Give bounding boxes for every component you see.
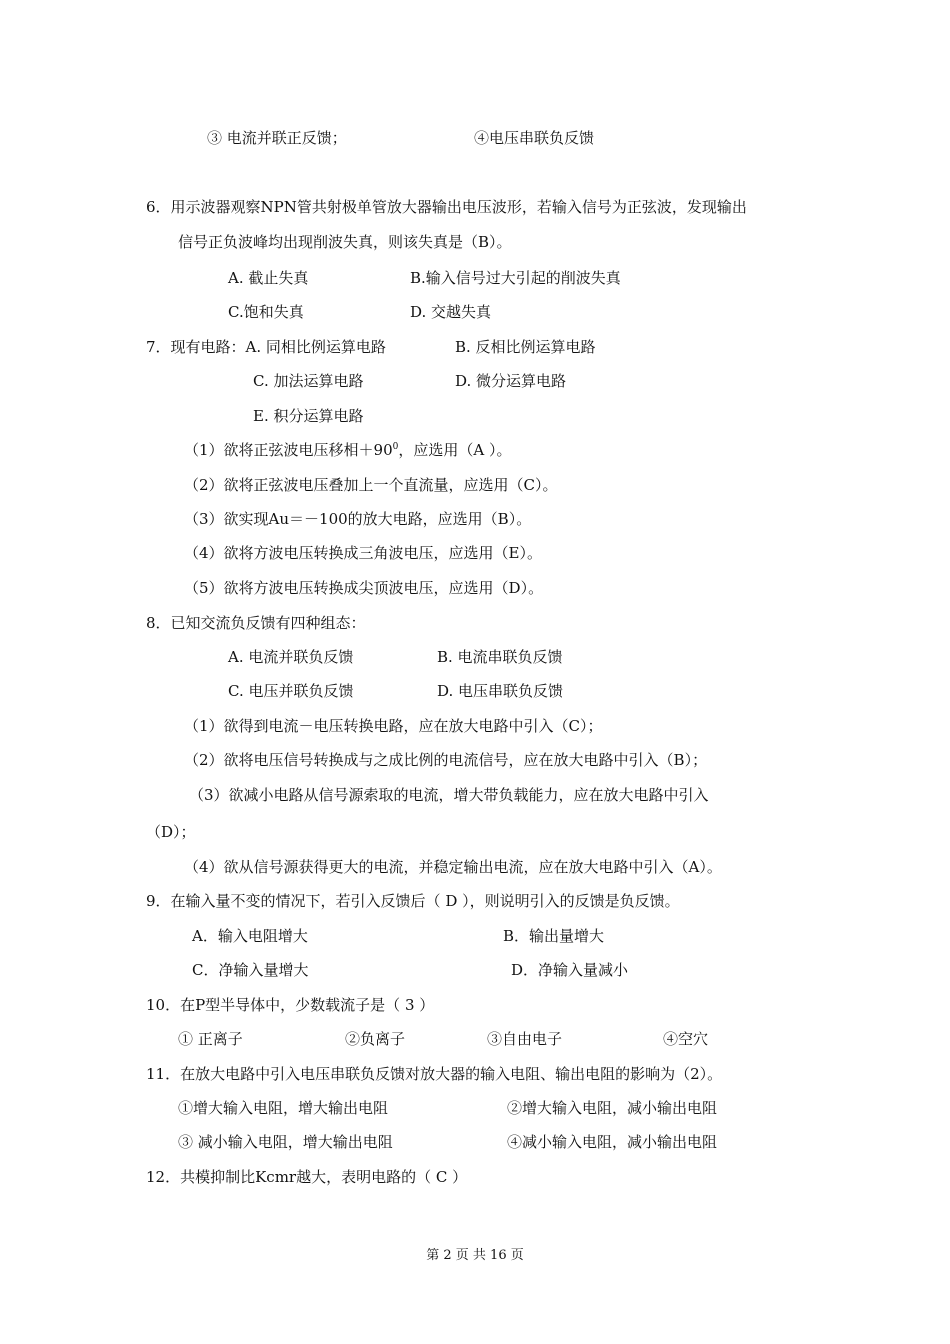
q7-sub-1-tail: ，应选用（A ）。 bbox=[398, 441, 512, 459]
q8-sub-2: （2）欲将电压信号转换成与之成比例的电流信号，应在放大电路中引入（B）； bbox=[184, 751, 708, 769]
q6-stem-line2: 信号正负波峰均出现削波失真，则该失真是（B）。 bbox=[178, 233, 512, 251]
q9-option-d: D．净输入量减小 bbox=[511, 961, 629, 979]
q9-option-a: A．输入电阻增大 bbox=[192, 927, 308, 945]
q8-sub-4: （4）欲从信号源获得更大的电流，并稳定输出电流，应在放大电路中引入（A）。 bbox=[184, 858, 722, 876]
q8-option-d: D. 电压串联负反馈 bbox=[437, 682, 564, 700]
q11-option-2: ②增大输入电阻，减小输出电阻 bbox=[507, 1099, 718, 1117]
q10-option-2: ②负离子 bbox=[345, 1030, 406, 1048]
q8-sub-1: （1）欲得到电流－电压转换电路，应在放大电路中引入（C）； bbox=[184, 717, 603, 735]
q10-option-4: ④空穴 bbox=[663, 1030, 709, 1048]
q5-option-3: ③ 电流并联正反馈； bbox=[207, 129, 347, 147]
q10-option-1: ① 正离子 bbox=[178, 1030, 243, 1048]
q9-option-b: B．输出量增大 bbox=[503, 927, 605, 945]
q7-option-d: D. 微分运算电路 bbox=[455, 372, 567, 390]
q11-stem: 11．在放大电路中引入电压串联负反馈对放大器的输入电阻、输出电阻的影响为（2）。 bbox=[146, 1065, 723, 1083]
q11-option-4: ④减小输入电阻，减小输出电阻 bbox=[507, 1133, 718, 1151]
q7-sub-5: （5）欲将方波电压转换成尖顶波电压，应选用（D）。 bbox=[184, 579, 544, 597]
q11-option-1: ①增大输入电阻，增大输出电阻 bbox=[178, 1099, 389, 1117]
q6-option-a: A. 截止失真 bbox=[228, 269, 309, 287]
q8-option-c: C. 电压并联负反馈 bbox=[228, 682, 354, 700]
q10-option-3: ③自由电子 bbox=[487, 1030, 563, 1048]
q7-sub-2: （2）欲将正弦波电压叠加上一个直流量，应选用（C）。 bbox=[184, 476, 558, 494]
q7-sub-4: （4）欲将方波电压转换成三角波电压，应选用（E）。 bbox=[184, 544, 542, 562]
q8-option-b: B. 电流串联负反馈 bbox=[437, 648, 563, 666]
q7-stem: 7．现有电路：A. 同相比例运算电路 bbox=[146, 338, 386, 356]
q12-stem: 12．共模抑制比Kcmr越大，表明电路的（ C ） bbox=[146, 1168, 468, 1186]
q6-option-c: C.饱和失真 bbox=[228, 303, 304, 321]
q11-option-3: ③ 减小输入电阻，增大输出电阻 bbox=[178, 1133, 393, 1151]
q7-option-b: B. 反相比例运算电路 bbox=[455, 338, 596, 356]
q7-sub-1-text: （1）欲将正弦波电压移相＋90 bbox=[184, 441, 393, 459]
q6-option-b: B.输入信号过大引起的削波失真 bbox=[410, 269, 621, 287]
q6-stem-line1: 6．用示波器观察NPN管共射极单管放大器输出电压波形，若输入信号为正弦波，发现输出 bbox=[146, 198, 747, 216]
q8-option-a: A. 电流并联负反馈 bbox=[228, 648, 354, 666]
q8-sub-3-line1: （3）欲减小电路从信号源索取的电流，增大带负载能力，应在放大电路中引入 bbox=[189, 786, 709, 804]
degree-superscript: 0 bbox=[392, 442, 399, 452]
page-number-footer: 第 2 页 共 16 页 bbox=[426, 1248, 524, 1263]
q10-stem: 10．在P型半导体中，少数载流子是（ 3 ） bbox=[146, 996, 435, 1014]
q8-sub-3-line2: （D）； bbox=[146, 823, 196, 841]
q7-option-c: C. 加法运算电路 bbox=[253, 372, 364, 390]
q7-sub-1 bbox=[184, 440, 511, 460]
q9-stem: 9．在输入量不变的情况下，若引入反馈后（ D ），则说明引入的反馈是负反馈。 bbox=[146, 892, 680, 910]
q8-stem: 8．已知交流负反馈有四种组态： bbox=[146, 614, 366, 632]
q6-option-d: D. 交越失真 bbox=[410, 303, 492, 321]
q5-option-4: ④电压串联负反馈 bbox=[474, 129, 595, 147]
q7-sub-3: （3）欲实现Au＝－100的放大电路，应选用（B）。 bbox=[184, 510, 532, 528]
q9-option-c: C．净输入量增大 bbox=[192, 961, 309, 979]
q7-option-e: E. 积分运算电路 bbox=[253, 407, 364, 425]
